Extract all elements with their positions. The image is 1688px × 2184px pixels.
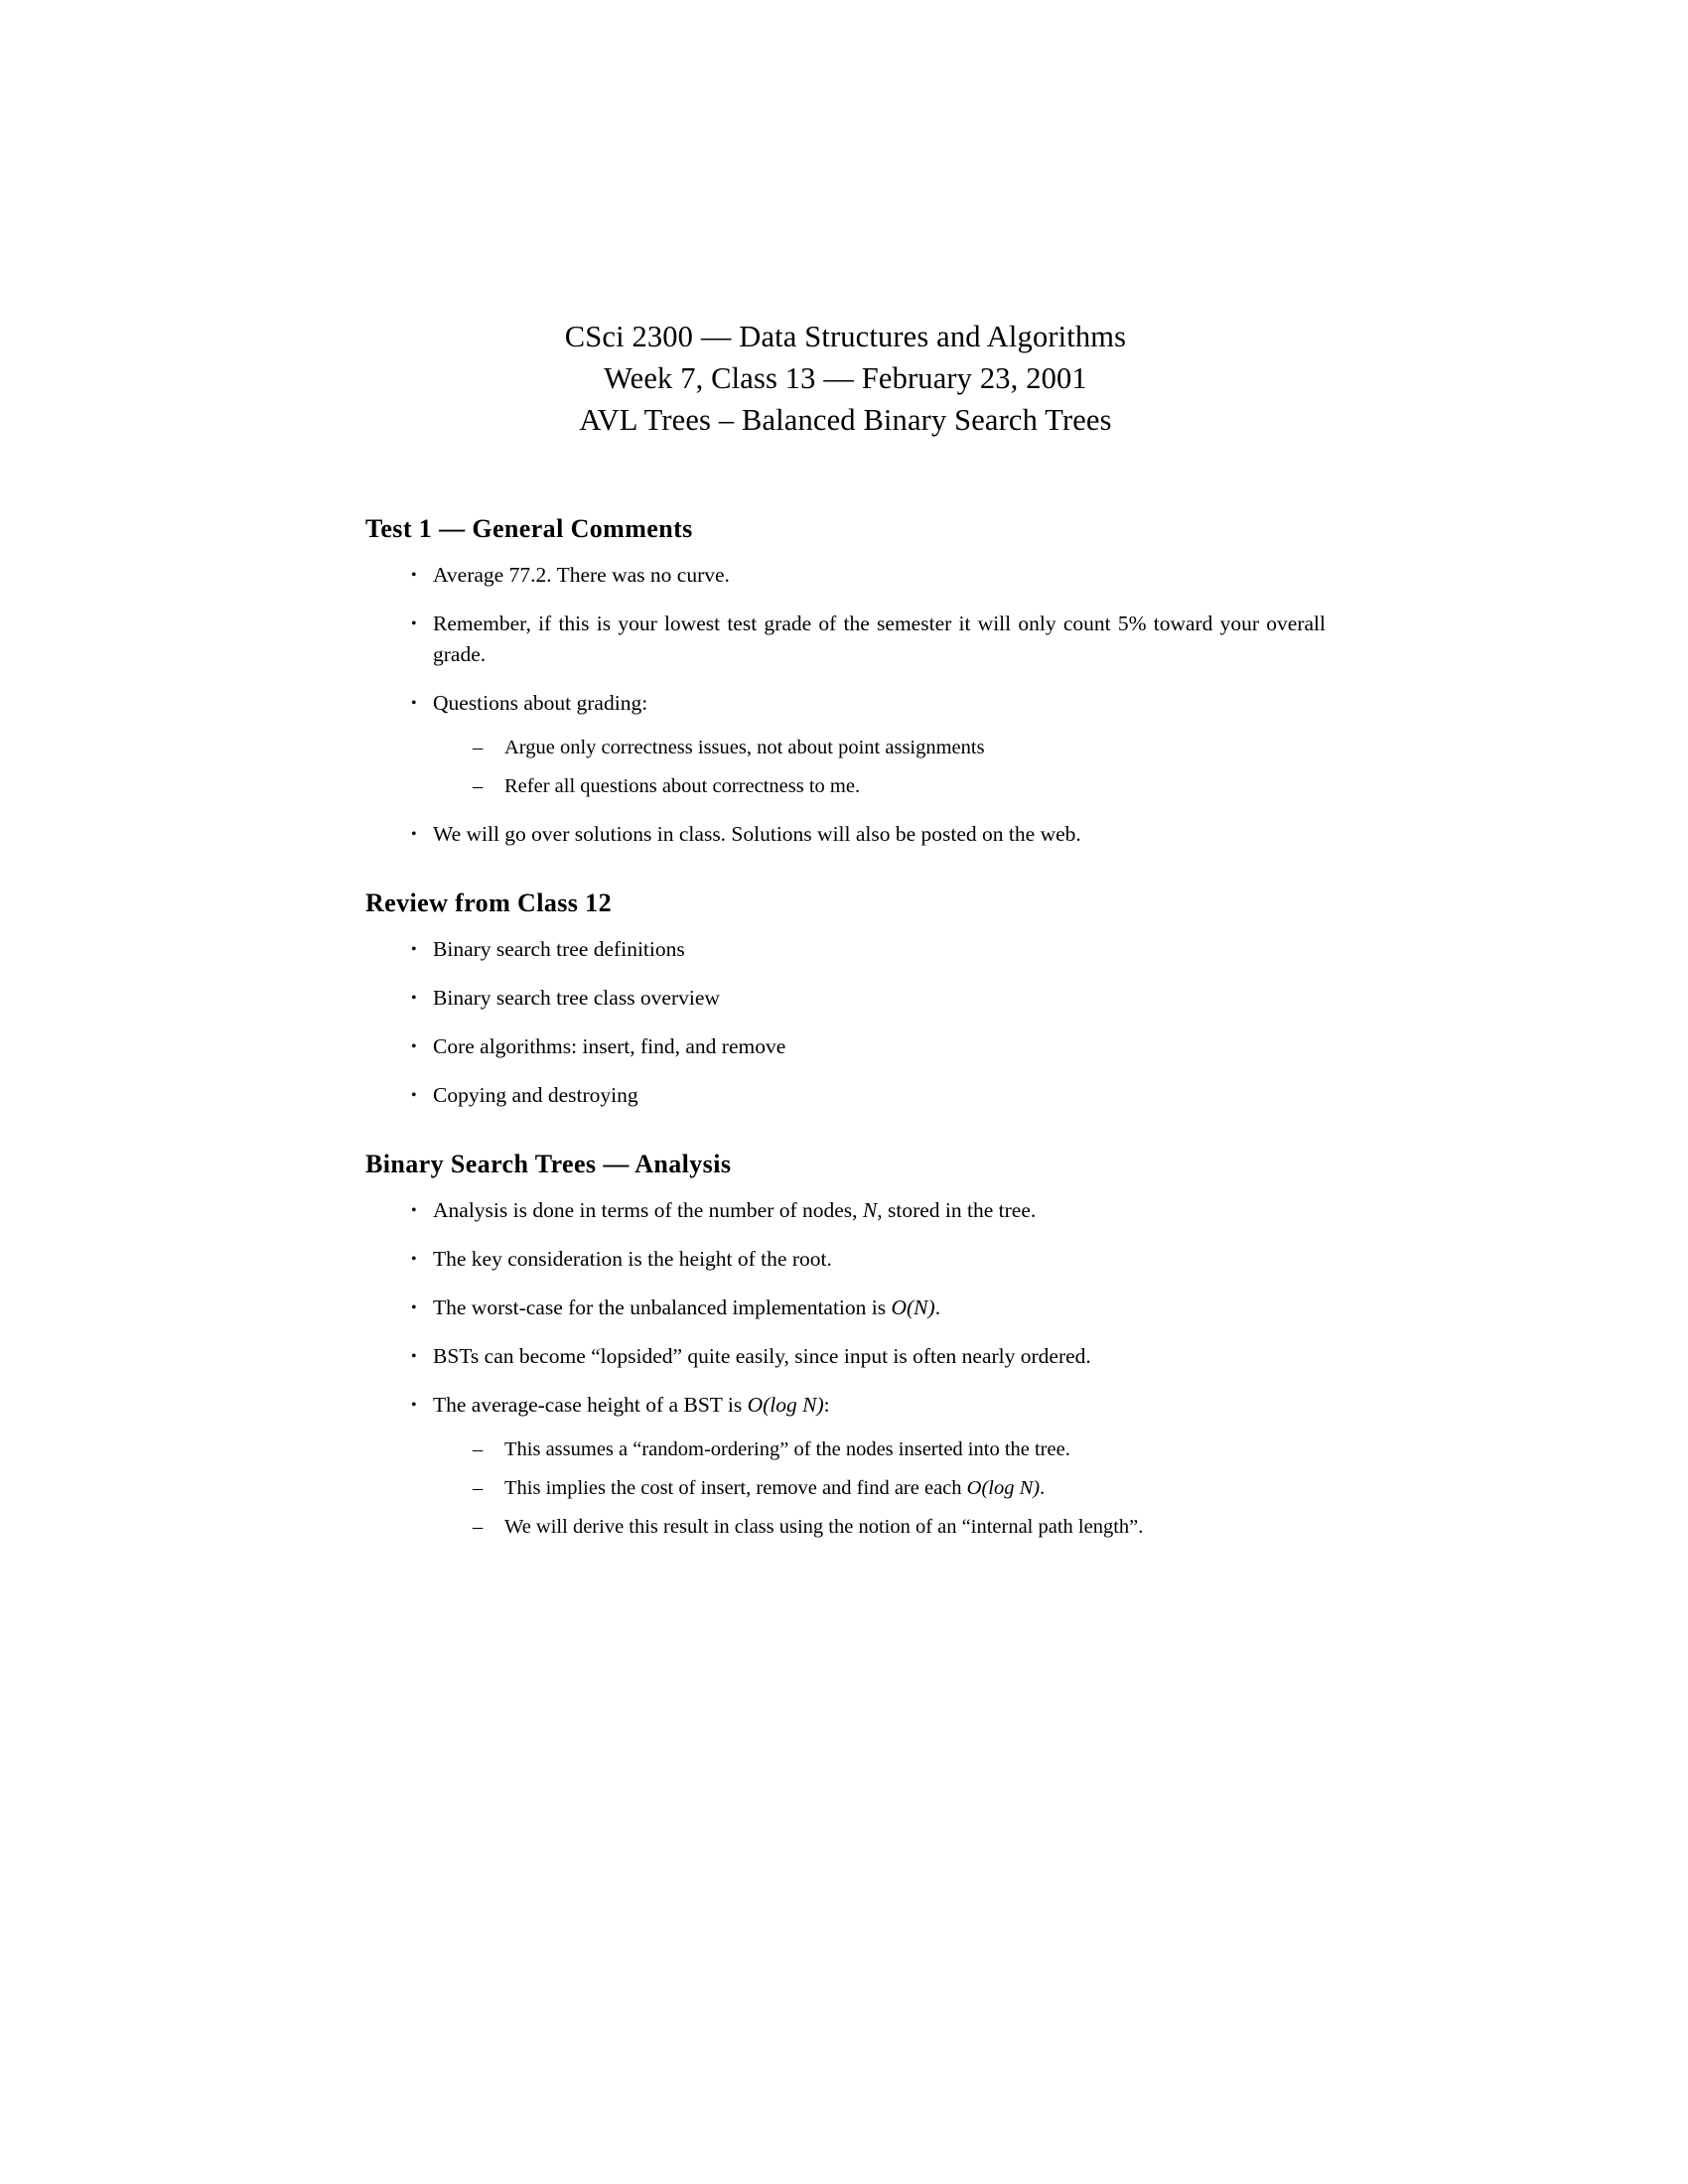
section-heading: Test 1 — General Comments xyxy=(365,514,693,543)
section-heading: Review from Class 12 xyxy=(365,888,612,917)
list-item-text: Average 77.2. There was no curve. xyxy=(433,563,730,587)
sub-bullet-list xyxy=(469,1434,1326,1542)
math-expression: O(log N) xyxy=(966,1477,1041,1499)
list-item-text: Binary search tree definitions xyxy=(433,937,685,961)
sub-list-item xyxy=(469,1434,1326,1464)
list-item xyxy=(365,1195,1326,1226)
list-item xyxy=(365,1031,1326,1062)
sub-list-item xyxy=(469,733,1326,762)
section-test-1-general-comments xyxy=(365,514,1326,850)
sub-list-item-text: Refer all questions about correctness to me. xyxy=(504,775,861,797)
list-item xyxy=(365,983,1326,1014)
bullet-icon: • xyxy=(411,826,417,843)
sub-list-item xyxy=(469,1512,1326,1542)
bullet-list xyxy=(365,934,1326,1111)
list-item xyxy=(365,688,1326,801)
bullet-icon: • xyxy=(411,1299,417,1316)
math-expression: O(log N) xyxy=(747,1393,824,1417)
sub-list-item-text: This assumes a “random-ordering” of the nodes inserted into the tree. xyxy=(504,1438,1070,1460)
list-item xyxy=(365,1080,1326,1111)
sub-list-item-text-post: . xyxy=(1040,1477,1046,1499)
list-item-text-pre: Analysis is done in terms of the number of nodes, xyxy=(433,1198,863,1222)
bullet-icon: • xyxy=(411,990,417,1007)
list-item xyxy=(365,609,1326,670)
list-item xyxy=(365,1390,1326,1542)
dash-icon: – xyxy=(473,775,484,797)
sub-list-item-text-pre: This implies the cost of insert, remove and find are each xyxy=(504,1477,967,1499)
list-item-text: Copying and destroying xyxy=(433,1083,638,1107)
title-line-week-date: Week 7, Class 13 — February 23, 2001 xyxy=(604,361,1087,395)
dash-icon: – xyxy=(473,1516,484,1538)
sub-list-item-text: Argue only correctness issues, not about point assignments xyxy=(504,737,985,758)
bullet-list xyxy=(365,560,1326,850)
sub-list-item-text: We will derive this result in class using the notion of an “internal path length”. xyxy=(504,1516,1144,1538)
list-item xyxy=(365,1341,1326,1372)
bullet-icon: • xyxy=(411,695,417,712)
dash-icon: – xyxy=(473,1438,484,1460)
bullet-icon: • xyxy=(411,1348,417,1365)
list-item-text: BSTs can become “lopsided” quite easily, since input is often nearly ordered. xyxy=(433,1344,1091,1368)
dash-icon: – xyxy=(473,1477,484,1499)
list-item-text: Remember, if this is your lowest test grade of the semester it will only count 5% toward your overall grade. xyxy=(433,612,1326,666)
bullet-icon: • xyxy=(411,1202,417,1219)
bullet-icon: • xyxy=(411,1251,417,1268)
list-item-text: Binary search tree class overview xyxy=(433,986,720,1010)
document-content xyxy=(365,316,1326,1544)
math-expression: N xyxy=(862,1198,878,1222)
list-item xyxy=(365,934,1326,965)
list-item-text: Core algorithms: insert, find, and remove xyxy=(433,1034,786,1058)
list-item-text-pre: The average-case height of a BST is xyxy=(433,1393,748,1417)
document-title xyxy=(365,316,1326,441)
section-review-from-class-12 xyxy=(365,888,1326,1111)
bullet-icon: • xyxy=(411,941,417,958)
bullet-icon: • xyxy=(411,1397,417,1414)
section-heading: Binary Search Trees — Analysis xyxy=(365,1150,732,1178)
sub-list-item xyxy=(469,771,1326,801)
list-item xyxy=(365,1293,1326,1323)
bullet-icon: • xyxy=(411,1087,417,1104)
list-item-text-pre: The worst-case for the unbalanced implementation is xyxy=(433,1296,892,1319)
sub-bullet-list xyxy=(469,733,1326,801)
sub-list-item xyxy=(469,1473,1326,1503)
bullet-list xyxy=(365,1195,1326,1542)
section-binary-search-trees-analysis xyxy=(365,1150,1326,1542)
list-item-text: The key consideration is the height of the root. xyxy=(433,1247,832,1271)
list-item-text-post: . xyxy=(934,1296,941,1319)
title-line-topic: AVL Trees – Balanced Binary Search Trees xyxy=(579,403,1112,437)
list-item-text: Questions about grading: xyxy=(433,691,648,715)
bullet-icon: • xyxy=(411,1038,417,1055)
list-item-text-post: , stored in the tree. xyxy=(877,1198,1037,1222)
list-item xyxy=(365,560,1326,591)
bullet-icon: • xyxy=(411,615,417,632)
list-item-text-post: : xyxy=(823,1393,830,1417)
list-item xyxy=(365,819,1326,850)
math-expression: O(N) xyxy=(891,1296,935,1319)
bullet-icon: • xyxy=(411,567,417,584)
title-line-course: CSci 2300 — Data Structures and Algorithms xyxy=(564,320,1127,353)
list-item-text: We will go over solutions in class. Solutions will also be posted on the web. xyxy=(433,822,1081,846)
dash-icon: – xyxy=(473,737,484,758)
list-item xyxy=(365,1244,1326,1275)
